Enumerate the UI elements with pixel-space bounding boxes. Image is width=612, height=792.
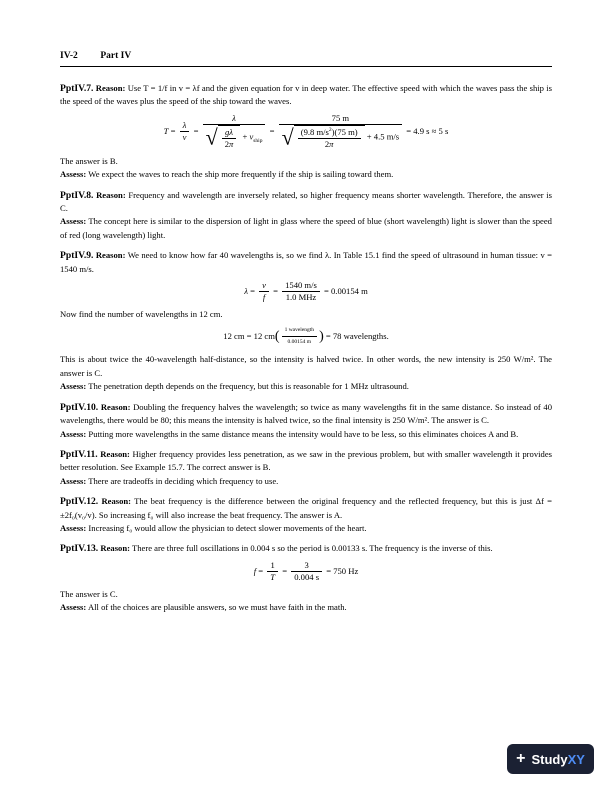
problem-7-assess xyxy=(60,168,552,181)
reason-text: There are three full oscillations in 0.004 s so the period is 0.00133 s. The frequency is the inverse of this. xyxy=(131,543,493,554)
equation-9b: 12 cm = 12 cm( $\frac{\text{1 wavelength}}{0.00154 m}$ ) = 78 wavelengths. xyxy=(60,325,552,348)
problem-id: PptIV.12. xyxy=(60,496,99,508)
page-header xyxy=(60,51,552,61)
reason-text: We need to know how far 40 wavelengths is, so we find λ. In Table 15.1 find the speed of ultrasound in human tissue: v = 1540 m/s. xyxy=(60,250,552,274)
reason-text: Higher frequency provides less penetration, as we saw in the previous problem, but with smaller wavelength it provides better resolution. See Example 15.7. The correct answer is B. xyxy=(60,448,552,473)
problem-11 xyxy=(60,448,552,488)
assess-label: Assess: xyxy=(60,169,87,180)
problem-id: PptIV.7. xyxy=(60,83,94,94)
problem-7-reason xyxy=(60,82,552,109)
problem-8-assess xyxy=(60,215,552,242)
problem-13 xyxy=(60,542,552,614)
brand-main: Study xyxy=(531,751,568,767)
reason-label: Reason: xyxy=(95,83,126,93)
reason-label: Reason: xyxy=(100,401,131,412)
brand-accent: XY xyxy=(567,751,585,767)
problem-12-reason xyxy=(60,495,552,522)
studyxy-watermark[interactable] xyxy=(507,744,594,774)
problem-9-post: This is about twice the 40-wavelength half-distance, so the intensity is halved twice. In other words, the new intensity is 250 W/m². The answer is C. xyxy=(60,354,552,378)
problem-id: PptIV.13. xyxy=(60,543,99,555)
reason-label: Reason: xyxy=(101,496,132,507)
problem-13-answer: The answer is C. xyxy=(60,588,118,599)
reason-text: The beat frequency is the difference between the original frequency and the reflected frequency, but this is just Δf = ±2f₀(v₀/v). So increasing f₀ will also increase the beat frequency. The answer is A. xyxy=(60,496,552,520)
problem-7 xyxy=(60,82,552,182)
solutions-content xyxy=(60,82,552,622)
reason-text: Use T = 1/f in v = λf and the given equation for v in deep water. The effective speed with which the waves pass the ship is the speed of the waves plus the speed of the ship toward the waves. xyxy=(60,83,553,107)
problem-9-reason xyxy=(60,249,552,276)
assess-label: Assess: xyxy=(60,475,87,486)
assess-label: Assess: xyxy=(60,381,87,392)
problem-11-reason xyxy=(60,448,552,475)
problem-id: PptIV.9. xyxy=(60,250,94,262)
reason-text: Doubling the frequency halves the wavelength; so twice as many wavelengths fit in the same distance. So instead of 40 wavelengths, there would be 80; this means the intensity is halved twice, so the final intensity is 250 W/m². The answer is C. xyxy=(60,401,552,426)
assess-text: Putting more wavelengths in the same distance means the intensity would have to be less, so this eliminates choices A and B. xyxy=(88,428,519,439)
problem-id: PptIV.8. xyxy=(60,189,94,201)
equation-7: T = $\frac{\lambda}{v}$ = λ √ $\frac{g\lambda}{2\pi}$ + $v_{ship}$ = 75 m √ $\frac{(9.8 m/s^2)(75 m)}{2\pi}$ + 4.5 m/s = 4.9 s ≈ 5 s xyxy=(163,112,449,150)
problem-12-assess xyxy=(60,522,552,535)
equation-9a: λ = $\frac{v}{f}$ = $\frac{1540 m/s}{\text{1.0 MHz}}$ = 0.00154 m xyxy=(244,280,368,303)
problem-10-assess xyxy=(60,428,552,441)
problem-9-mid: Now find the number of wavelengths in 12 cm. xyxy=(60,309,223,320)
problem-10 xyxy=(60,401,552,441)
equation-13: f = $\frac{1}{T}$ = $\frac{3}{0.004 s}$ = 750 Hz xyxy=(253,559,359,582)
problem-12 xyxy=(60,495,552,535)
assess-text: The penetration depth depends on the frequency, but this is reasonable for 1 MHz ultrasound. xyxy=(88,381,409,392)
problem-13-reason xyxy=(60,542,552,555)
assess-label: Assess: xyxy=(60,216,87,227)
problem-8-reason xyxy=(60,189,552,216)
reason-label: Reason: xyxy=(95,250,126,261)
assess-label: Assess: xyxy=(60,428,87,439)
problem-8 xyxy=(60,189,552,243)
problem-id: PptIV.11. xyxy=(60,448,98,460)
header-rule xyxy=(60,66,552,67)
assess-label: Assess: xyxy=(60,522,87,533)
assess-label: Assess: xyxy=(60,602,87,613)
problem-13-assess xyxy=(60,601,552,614)
problem-id: PptIV.10. xyxy=(60,401,99,413)
part-title: Part IV xyxy=(100,51,132,61)
assess-text: The concept here is similar to the dispersion of light in glass where the speed of blue (short wavelength) light is slower than the speed of red (long wavelength) light. xyxy=(60,216,552,240)
plus-icon: + xyxy=(516,750,526,767)
assess-text: We expect the waves to reach the ship more frequently if the ship is sailing toward them. xyxy=(88,169,394,180)
assess-text: All of the choices are plausible answers, so we must have faith in the math. xyxy=(87,602,347,613)
problem-11-assess xyxy=(60,475,552,488)
problem-9 xyxy=(60,249,552,393)
assess-text: There are tradeoffs in deciding which frequency to use. xyxy=(88,475,279,486)
reason-label: Reason: xyxy=(100,448,130,459)
reason-text: Frequency and wavelength are inversely related, so higher frequency means shorter wavelength. Therefore, the answer is C. xyxy=(60,189,553,214)
assess-text: Increasing f₀ would allow the physician to detect slower movements of the heart. xyxy=(88,522,367,533)
problem-7-answer: The answer is B. xyxy=(60,155,118,166)
page-number: IV-2 xyxy=(60,51,78,61)
problem-9-assess xyxy=(60,380,552,393)
problem-10-reason xyxy=(60,401,552,428)
reason-label: Reason: xyxy=(96,189,126,200)
reason-label: Reason: xyxy=(100,543,130,554)
